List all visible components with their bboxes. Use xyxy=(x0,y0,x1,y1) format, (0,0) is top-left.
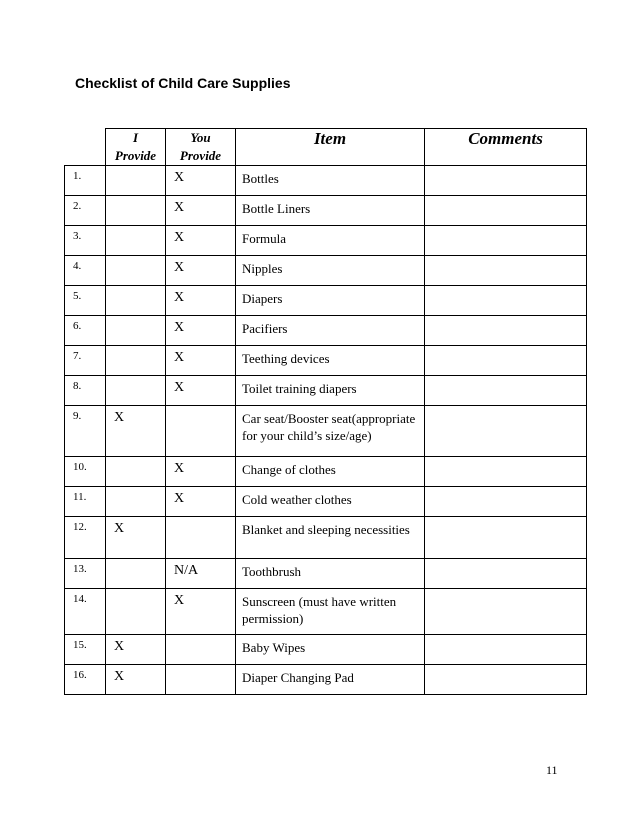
comments-cell xyxy=(425,196,587,226)
item-cell: Sunscreen (must have written permission) xyxy=(236,589,425,635)
table-row xyxy=(65,487,587,517)
you-provide-cell: X xyxy=(166,316,236,346)
header-you-provide-line2: Provide xyxy=(179,148,222,163)
table-row xyxy=(65,635,587,665)
row-number: 13. xyxy=(65,559,106,589)
header-i-provide-line2: Provide xyxy=(114,148,157,163)
you-provide-cell: X xyxy=(166,256,236,286)
item-cell: Nipples xyxy=(236,256,425,286)
item-cell: Bottles xyxy=(236,166,425,196)
comments-cell xyxy=(425,665,587,695)
you-provide-cell: X xyxy=(166,286,236,316)
you-provide-cell xyxy=(166,517,236,559)
you-provide-cell: N/A xyxy=(166,559,236,589)
table-row xyxy=(65,376,587,406)
comments-cell xyxy=(425,166,587,196)
item-cell: Change of clothes xyxy=(236,457,425,487)
row-number: 11. xyxy=(65,487,106,517)
page-title: Checklist of Child Care Supplies xyxy=(75,75,291,91)
item-cell: Baby Wipes xyxy=(236,635,425,665)
comments-cell xyxy=(425,559,587,589)
table-row xyxy=(65,665,587,695)
you-provide-cell xyxy=(166,406,236,457)
item-cell: Formula xyxy=(236,226,425,256)
header-i-provide-line1: I xyxy=(132,130,139,145)
item-cell: Diapers xyxy=(236,286,425,316)
supplies-table xyxy=(64,128,587,695)
i-provide-cell xyxy=(106,457,166,487)
header-you-provide-line1: You xyxy=(190,130,211,145)
i-provide-cell xyxy=(106,166,166,196)
table-row xyxy=(65,226,587,256)
i-provide-cell: X xyxy=(106,635,166,665)
row-number: 9. xyxy=(65,406,106,457)
table-row xyxy=(65,589,587,635)
table-row xyxy=(65,517,587,559)
header-row xyxy=(65,129,587,166)
comments-cell xyxy=(425,346,587,376)
table-row xyxy=(65,256,587,286)
i-provide-cell xyxy=(106,256,166,286)
header-i-provide xyxy=(106,129,166,166)
item-cell: Car seat/Booster seat(appropriate for your child’s size/age) xyxy=(236,406,425,457)
item-cell: Diaper Changing Pad xyxy=(236,665,425,695)
comments-cell xyxy=(425,487,587,517)
row-number: 8. xyxy=(65,376,106,406)
you-provide-cell xyxy=(166,665,236,695)
row-number: 10. xyxy=(65,457,106,487)
you-provide-cell xyxy=(166,635,236,665)
comments-cell xyxy=(425,457,587,487)
table-row xyxy=(65,196,587,226)
comments-cell xyxy=(425,376,587,406)
comments-cell xyxy=(425,316,587,346)
table-row xyxy=(65,559,587,589)
row-number: 16. xyxy=(65,665,106,695)
i-provide-cell xyxy=(106,196,166,226)
row-number: 15. xyxy=(65,635,106,665)
i-provide-cell: X xyxy=(106,406,166,457)
comments-cell xyxy=(425,517,587,559)
row-number: 14. xyxy=(65,589,106,635)
item-cell: Blanket and sleeping necessities xyxy=(236,517,425,559)
item-cell: Teething devices xyxy=(236,346,425,376)
comments-cell xyxy=(425,635,587,665)
row-number: 4. xyxy=(65,256,106,286)
table-row xyxy=(65,166,587,196)
you-provide-cell: X xyxy=(166,166,236,196)
row-number: 6. xyxy=(65,316,106,346)
i-provide-cell: X xyxy=(106,665,166,695)
row-number: 1. xyxy=(65,166,106,196)
table-row xyxy=(65,316,587,346)
you-provide-cell: X xyxy=(166,226,236,256)
comments-cell xyxy=(425,589,587,635)
i-provide-cell xyxy=(106,589,166,635)
row-number: 5. xyxy=(65,286,106,316)
comments-cell xyxy=(425,256,587,286)
item-cell: Toothbrush xyxy=(236,559,425,589)
item-cell: Bottle Liners xyxy=(236,196,425,226)
i-provide-cell xyxy=(106,346,166,376)
i-provide-cell xyxy=(106,226,166,256)
table-row xyxy=(65,346,587,376)
comments-cell xyxy=(425,226,587,256)
you-provide-cell: X xyxy=(166,376,236,406)
i-provide-cell xyxy=(106,559,166,589)
header-you-provide xyxy=(166,129,236,166)
i-provide-cell xyxy=(106,316,166,346)
you-provide-cell: X xyxy=(166,346,236,376)
item-cell: Cold weather clothes xyxy=(236,487,425,517)
table-row xyxy=(65,457,587,487)
row-number: 7. xyxy=(65,346,106,376)
row-number: 2. xyxy=(65,196,106,226)
row-number: 3. xyxy=(65,226,106,256)
item-cell: Pacifiers xyxy=(236,316,425,346)
header-item: Item xyxy=(236,129,425,166)
row-number: 12. xyxy=(65,517,106,559)
i-provide-cell xyxy=(106,376,166,406)
header-comments: Comments xyxy=(425,129,587,166)
comments-cell xyxy=(425,286,587,316)
i-provide-cell: X xyxy=(106,517,166,559)
you-provide-cell: X xyxy=(166,589,236,635)
i-provide-cell xyxy=(106,487,166,517)
page-number: 11 xyxy=(546,763,558,777)
you-provide-cell: X xyxy=(166,487,236,517)
you-provide-cell: X xyxy=(166,196,236,226)
table-row xyxy=(65,406,587,457)
table-row xyxy=(65,286,587,316)
comments-cell xyxy=(425,406,587,457)
you-provide-cell: X xyxy=(166,457,236,487)
item-cell: Toilet training diapers xyxy=(236,376,425,406)
header-blank-cell xyxy=(65,129,106,166)
i-provide-cell xyxy=(106,286,166,316)
